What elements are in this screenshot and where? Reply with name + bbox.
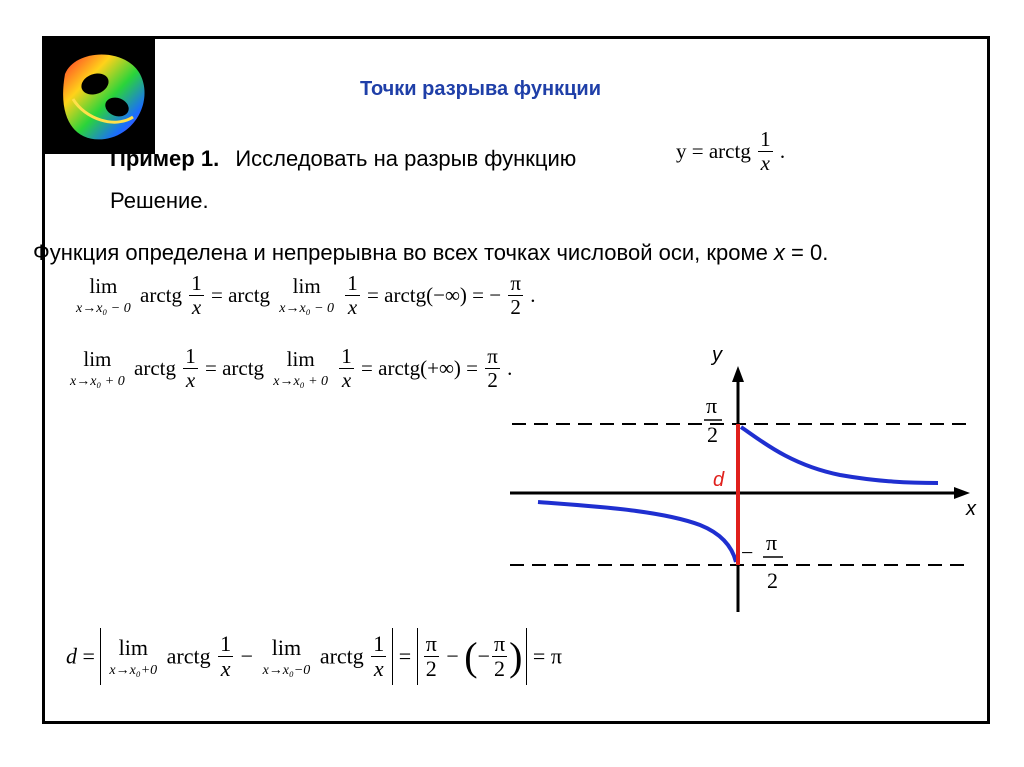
pi-symbol: π (510, 271, 521, 295)
frac-den: x (341, 368, 352, 393)
d-symbol: d (66, 643, 77, 669)
x-label: x (966, 498, 976, 520)
frac-num: 1 (341, 344, 352, 368)
lim-subscript: x→x₀−0 (262, 662, 311, 678)
two-digit: 2 (425, 656, 437, 682)
minus-sign: − (446, 643, 459, 669)
two-digit: 2 (494, 656, 506, 682)
statement-var: x (773, 240, 785, 265)
equals-arctg: = arctg (204, 356, 265, 381)
arctg-word: arctg (134, 356, 176, 381)
result-value: = π (532, 643, 562, 669)
solution-label: Решение. (110, 188, 209, 213)
frac-num: 1 (191, 271, 202, 295)
minus-sign: − (240, 643, 254, 669)
lim-word: lim (271, 634, 302, 660)
top-pi: π (706, 393, 718, 418)
formula-end: . (507, 356, 513, 381)
abs-left-group (100, 628, 393, 685)
jump-formula (66, 628, 562, 685)
frac-num: 1 (220, 631, 232, 656)
limit-value: = arctg(−∞) = − (367, 283, 502, 308)
y-axis-arrow (732, 366, 744, 382)
curve-left-branch (538, 502, 736, 562)
page-title: Точки разрыва функции (360, 78, 602, 100)
bottom-two: 2 (767, 568, 778, 593)
y-label: y (712, 344, 722, 366)
frac-num: 1 (373, 631, 385, 656)
d-label: d (713, 469, 725, 491)
minus-sign: − (477, 643, 490, 669)
equals-sign: = (82, 643, 95, 669)
abs-right-group: $\frac{\pi}{2}$ − (− $\frac{\pi}{2}$ ) (417, 628, 528, 685)
formula-end: . (530, 283, 536, 308)
formula-end: . (779, 139, 786, 164)
two-digit: 2 (510, 295, 521, 320)
equals-sign: = (398, 643, 412, 669)
top-two: 2 (707, 422, 718, 447)
lim-subscript: x→x₀ − 0 (279, 301, 335, 317)
frac-den: x (347, 295, 358, 320)
lim-word: lim (286, 347, 315, 372)
statement-prefix: Функция определена и непрерывна во всех точках числовой оси, кроме (33, 240, 774, 265)
frac-num: 1 (185, 344, 196, 368)
bottom-pi: π (766, 530, 778, 555)
formula-num: 1 (760, 127, 771, 151)
lim-word: lim (118, 634, 148, 660)
frac-den: x (191, 295, 202, 320)
two-digit: 2 (487, 368, 498, 393)
equals-arctg: = arctg (210, 283, 271, 308)
frac-den: x (185, 368, 196, 393)
frac-den: x (373, 656, 384, 682)
limit-value: = arctg(+∞) = (361, 356, 484, 381)
example-text: Исследовать на разрыв функцию (235, 146, 577, 171)
arctg-word: arctg (140, 283, 182, 308)
formula-den: x (760, 151, 770, 176)
frac-num: 1 (347, 271, 358, 295)
lim-subscript: x→x₀ + 0 (273, 374, 329, 390)
example-label: Пример 1. (110, 146, 220, 171)
lim-subscript: x→x₀+0 (109, 662, 158, 678)
lim-subscript: x→x₀ − 0 (76, 301, 131, 317)
lim-word: lim (292, 274, 321, 299)
lim-word: lim (89, 274, 118, 299)
statement-suffix: = 0. (784, 240, 829, 265)
lim-word: lim (83, 347, 112, 372)
curve-right-branch (741, 427, 938, 483)
lim-subscript: x→x₀ + 0 (70, 374, 125, 390)
frac-den: x (220, 656, 231, 682)
pi-symbol: π (487, 344, 498, 368)
bottom-minus: − (741, 540, 754, 565)
pi-symbol: π (425, 631, 437, 656)
arctg-word: arctg (319, 643, 364, 669)
formula-lhs: y = arctg (676, 139, 751, 164)
arctg-word: arctg (166, 643, 211, 669)
pi-symbol: π (493, 631, 506, 656)
